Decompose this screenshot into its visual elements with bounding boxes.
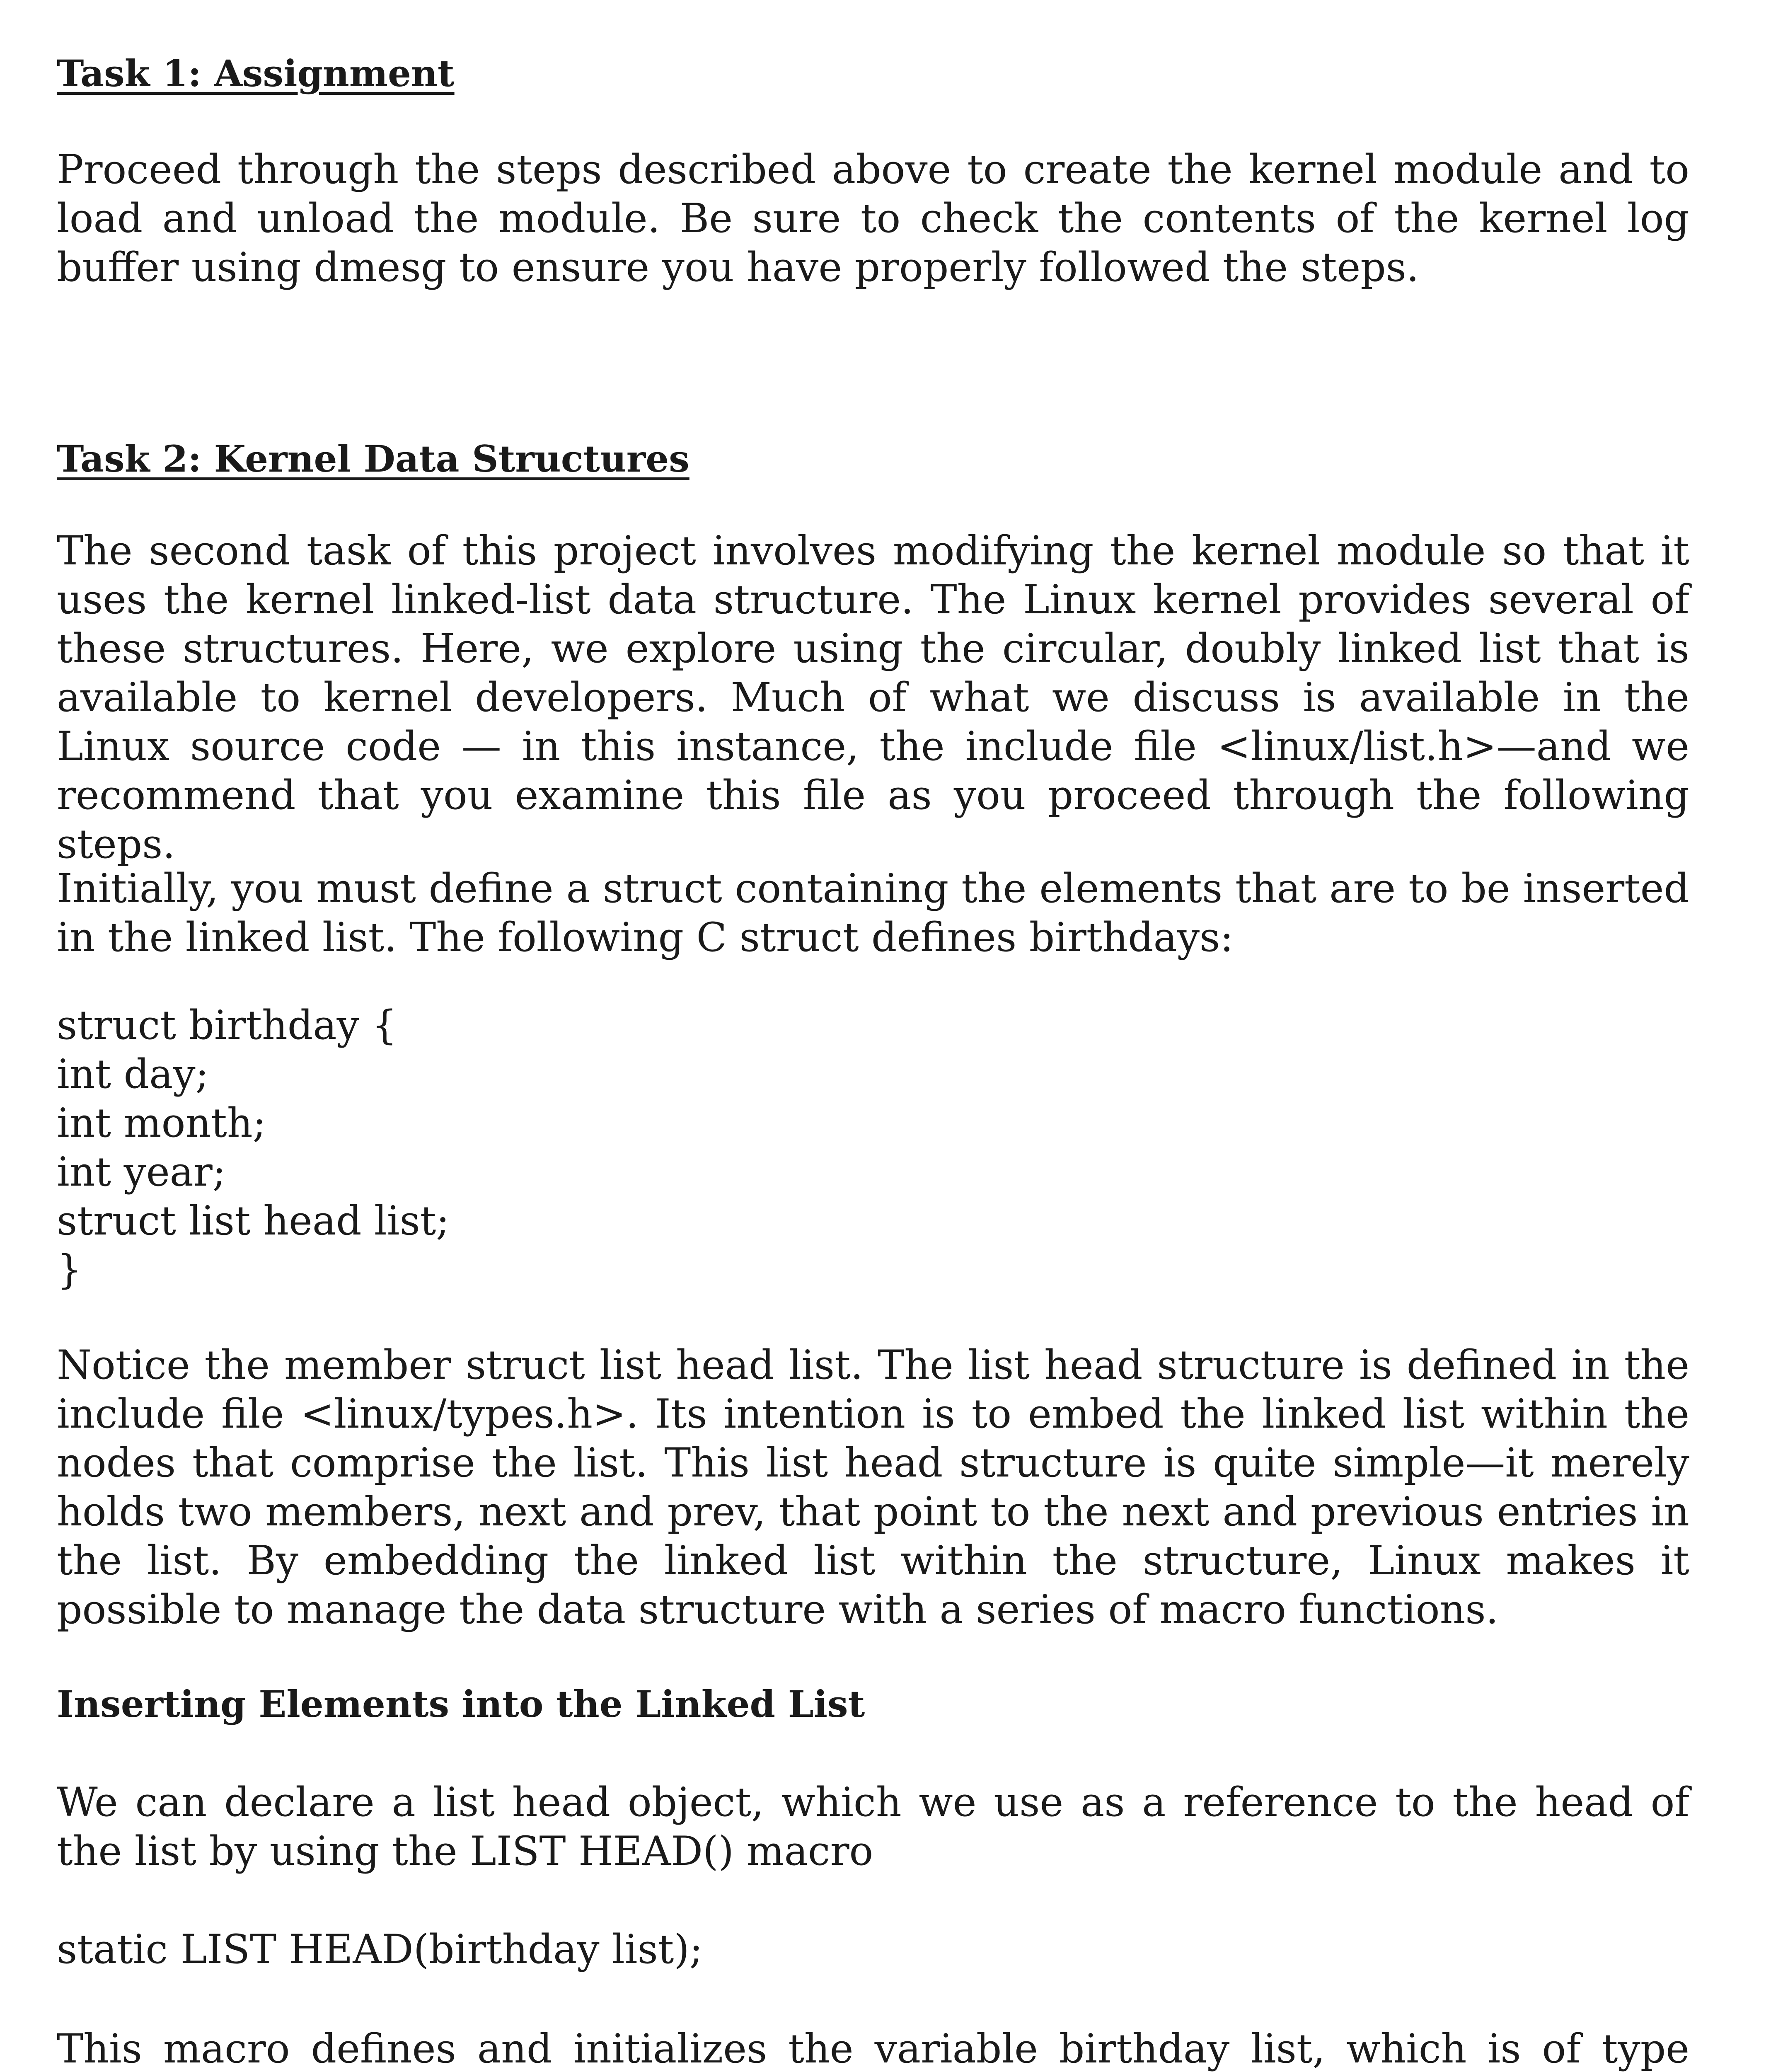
code-line: struct list head list; bbox=[57, 1198, 450, 1244]
macro-description-paragraph: This macro defines and initializes the variable birthday list, which is of type bbox=[57, 2026, 1689, 2072]
code-line: int day; bbox=[57, 1051, 209, 1097]
struct-intro-paragraph: Initially, you must define a struct containing the elements that are to be inserted in the linked list. The following C struct defines birthdays: bbox=[57, 865, 1689, 961]
struct-birthday-code bbox=[57, 1001, 450, 1294]
code-line: } bbox=[57, 1247, 82, 1293]
task1-heading: Task 1: Assignment bbox=[57, 52, 455, 95]
code-line: struct birthday { bbox=[57, 1002, 397, 1048]
task2-intro-paragraph: The second task of this project involves modifying the kernel module so that it uses the kernel linked-list data structure. The Linux kernel provides several of these structures. Here, we explore using the circular, doubly linked list that is available to kernel developers. Much of what we discuss is available in the Linux source code — in this instance, the include file <linux/list.h>—and we recommend that you examine this file as you proceed through the following steps. bbox=[57, 528, 1689, 867]
task1-paragraph: Proceed through the steps described above to create the kernel module and to load and unload the module. Be sure to check the contents of the kernel log buffer using dmesg to ensure you have properly followed the steps. bbox=[57, 146, 1689, 290]
list-head-code: static LIST HEAD(birthday list); bbox=[57, 1926, 703, 1973]
task2-heading: Task 2: Kernel Data Structures bbox=[57, 437, 689, 480]
declare-list-head-paragraph: We can declare a list head object, which we use as a reference to the head of the list by using the LIST HEAD() macro bbox=[57, 1779, 1689, 1874]
notice-paragraph: Notice the member struct list head list. The list head structure is defined in the include file <linux/types.h>. Its intention is to embed the linked list within the nodes that comprise the list. This list head structure is quite simple—it merely holds two members, next and prev, that point to the next and previous entries in the list. By embedding the linked list within the structure, Linux makes it possible to manage the data structure with a series of macro functions. bbox=[57, 1342, 1689, 1633]
code-line: int year; bbox=[57, 1149, 226, 1195]
inserting-elements-subheading: Inserting Elements into the Linked List bbox=[57, 1682, 865, 1726]
code-line: int month; bbox=[57, 1100, 266, 1146]
